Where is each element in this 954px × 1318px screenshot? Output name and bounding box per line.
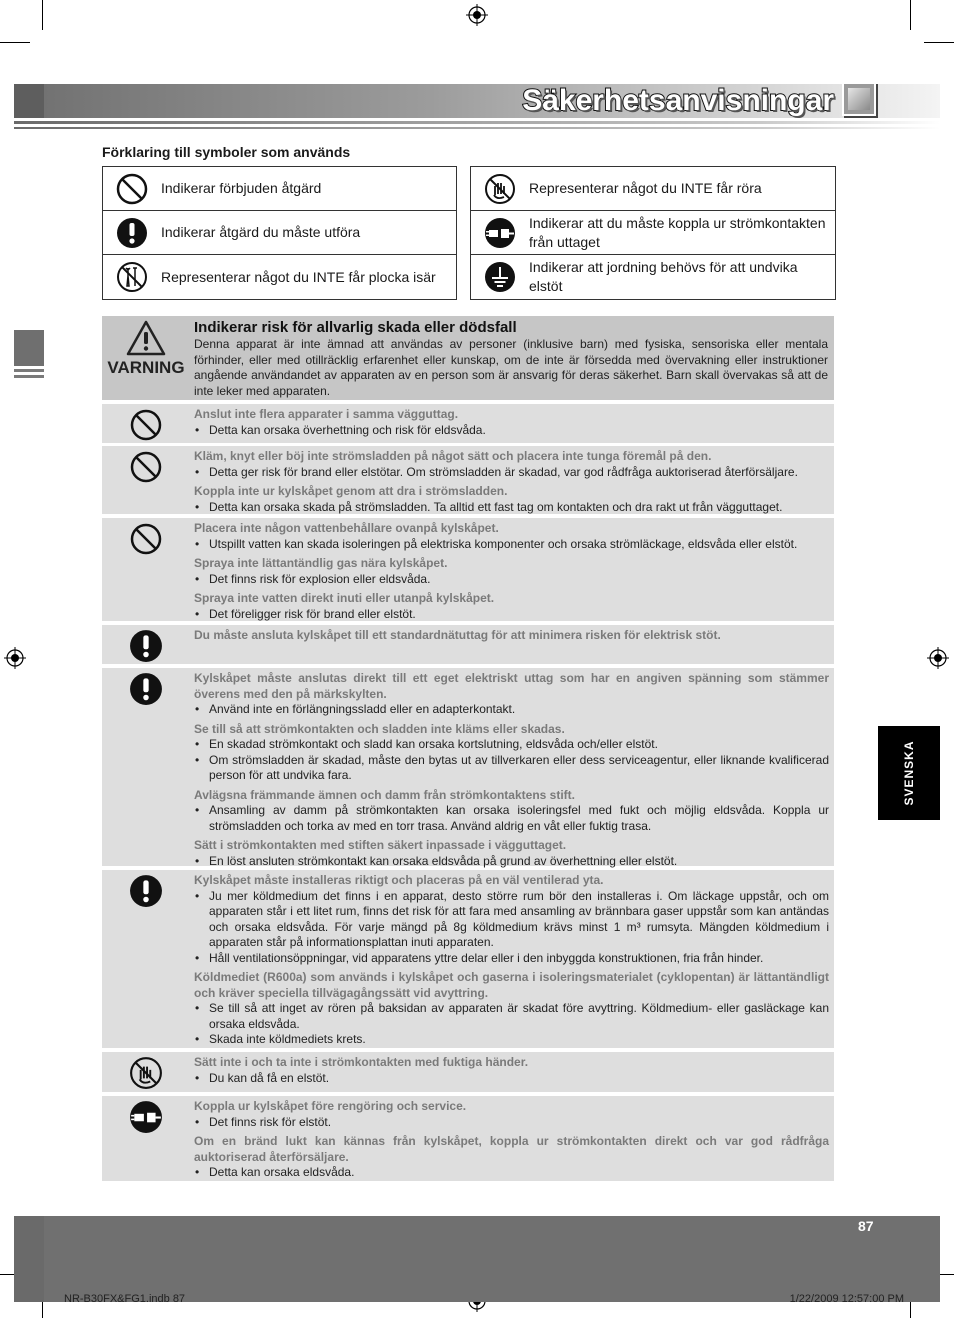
- unplug-icon: [129, 1100, 163, 1134]
- instruction-bullet: • Använd inte en förlängningssladd eller en adapterkontakt.: [194, 702, 829, 718]
- legend-text: Indikerar åtgärd du måste utföra: [161, 224, 361, 240]
- instruction-bullet: • Skada inte köldmediets krets.: [194, 1032, 829, 1048]
- instruction-bullet: • Utspillt vatten kan skada isoleringen på elektriska komponenter och orsaka strömläckage, eldsvåda eller elstöt.: [194, 537, 829, 553]
- legend-heading: Förklaring till symboler som används: [102, 144, 351, 160]
- instruction-heading: Köldmediet (R600a) som används i kylskåpet och gaserna i isoleringsmaterialet (cyklopentan) är lättantändligt och kräver speciella tillvägagångssätt vid avyttring.: [194, 970, 829, 1000]
- instruction-heading: Anslut inte flera apparater i samma vägguttag.: [194, 407, 459, 421]
- row-icon: [102, 629, 190, 663]
- instruction-bullet: • Detta kan orsaka skada på strömsladden. Ta alltid ett fast tag om kontakten och dra rakt ut från vägguttaget.: [194, 500, 829, 516]
- instruction-heading: Kylskåpet måste anslutas direkt till ett eget elektriskt uttag som har en angiven spänning som stämmer överens med den på märkskylten.: [194, 671, 829, 701]
- warning-title: Indikerar risk för allvarlig skada eller dödsfall: [194, 319, 517, 336]
- legend-text: Representerar något du INTE får plocka isär: [161, 268, 436, 285]
- unplug-icon: [484, 217, 516, 249]
- warning-row: [102, 518, 834, 621]
- instruction-bullet: • Håll ventilationsöppningar, vid apparatens yttre delar eller i den inbyggda konstruktionen, fria från hinder.: [194, 951, 829, 967]
- row-icon: [102, 874, 190, 908]
- row-icon: [102, 451, 190, 483]
- instruction-bullet: • Du kan då få en elstöt.: [194, 1071, 829, 1087]
- row-icon: [102, 1100, 190, 1134]
- instruction-heading: Koppla inte ur kylskåpet genom att dra i strömsladden.: [194, 484, 508, 498]
- row-content: [194, 449, 829, 515]
- instruction-heading: Se till så att strömkontakten och sladden inte kläms eller skadas.: [194, 721, 565, 736]
- footer-accent: [14, 1216, 44, 1302]
- registration-mark-icon: [4, 647, 26, 669]
- instruction-bullet: • Detta kan orsaka överhettning och risk för eldsvåda.: [194, 423, 829, 439]
- instruction-heading: Kylskåpet måste installeras riktigt och placeras på en väl ventilerad yta.: [194, 873, 604, 887]
- row-icon: [102, 409, 190, 441]
- legend-item: [103, 255, 456, 299]
- instruction-heading: Spraya inte vatten direkt inuti eller utanpå kylskåpet.: [194, 591, 495, 605]
- row-content: [194, 1099, 829, 1181]
- instruction-bullet: • Ansamling av damm på strömkontakten kan orsaka isoleringsfel med fukt och möjlig eldsvåda. Koppla ur strömsladden och torka av med en torr trasa. Använd aldrig en våt eller fuktig trasa.: [194, 803, 829, 834]
- header-rule: [14, 121, 940, 124]
- header-rule: [14, 127, 940, 129]
- registration-mark-icon: [466, 4, 488, 26]
- row-content: [194, 521, 829, 622]
- ground-icon: [484, 261, 516, 293]
- no-disassembly-icon: [116, 261, 148, 293]
- legend-text: Indikerar förbjuden åtgärd: [161, 180, 322, 196]
- footer-timestamp: 1/22/2009 12:57:00 PM: [789, 1293, 904, 1305]
- instruction-bullet: • Detta ger risk för brand eller elstötar. Om strömsladden är skadad, var god rådfråga auktoriserad återförsäljare.: [194, 465, 829, 481]
- row-icon: [102, 1056, 190, 1090]
- no-touch-icon: [484, 173, 516, 205]
- instruction-bullet: • Detta kan orsaka eldsvåda.: [194, 1165, 829, 1181]
- legend-item: [103, 167, 456, 211]
- language-tab-label: SVENSKA: [902, 740, 916, 806]
- instruction-bullet: • En löst ansluten strömkontakt kan orsaka eldsvåda på grund av överhettning eller elstöt.: [194, 854, 829, 870]
- instruction-heading: Om en bränd lukt kan kännas från kylskåpet, koppla ur strömkontakten direkt och var god rådfråga auktoriserad återförsäljare.: [194, 1134, 829, 1164]
- exclamation-icon: [129, 629, 163, 663]
- instruction-bullet: • Om strömsladden är skadad, måste den bytas ut av tillverkaren eller dess serviceagentur, eller liknande kvalificerad person för att undvika fara.: [194, 753, 829, 784]
- warning-row: [102, 1096, 834, 1181]
- instruction-heading: Sätt i strömkontakten med stiften säkert inpassade i vägguttaget.: [194, 838, 567, 852]
- exclamation-icon: [129, 672, 163, 706]
- legend-text: Indikerar att jordning behövs för att undvika elstöt: [529, 259, 798, 294]
- exclamation-icon: [116, 217, 148, 249]
- legend-item: [471, 167, 835, 211]
- prohibition-icon: [130, 451, 162, 483]
- exclamation-icon: [129, 874, 163, 908]
- row-icon: [102, 523, 190, 555]
- legend-item: [471, 211, 835, 255]
- warning-header: [102, 316, 834, 400]
- registration-mark-icon: [927, 647, 949, 669]
- header-accent: [14, 84, 44, 118]
- instruction-heading: Sätt inte i och ta inte i strömkontakten med fuktiga händer.: [194, 1055, 529, 1069]
- side-rule: [14, 369, 44, 372]
- legend-text: Representerar något du INTE får röra: [529, 180, 762, 196]
- row-content: [194, 628, 829, 644]
- warning-label: VARNING: [107, 358, 185, 377]
- instruction-bullet: • Det finns risk för explosion eller eldsvåda.: [194, 572, 829, 588]
- legend-table-right: [470, 166, 836, 300]
- instruction-heading: Du måste ansluta kylskåpet till ett standardnätuttag för att minimera risken för elektrisk stöt.: [194, 628, 721, 642]
- instruction-heading: Koppla ur kylskåpet före rengöring och service.: [194, 1099, 467, 1113]
- row-content: [194, 873, 829, 1048]
- warning-row: [102, 668, 834, 866]
- row-icon: [102, 672, 190, 706]
- prohibition-icon: [116, 173, 148, 205]
- instruction-heading: Kläm, knyt eller böj inte strömsladden på något sätt och placera inte tunga föremål på den.: [194, 449, 712, 463]
- title-square-icon: [842, 82, 876, 116]
- warning-row: [102, 404, 834, 443]
- row-content: [194, 671, 829, 869]
- legend-item: [471, 255, 835, 299]
- prohibition-icon: [130, 523, 162, 555]
- side-accent: [14, 330, 44, 366]
- language-tab: [878, 726, 940, 820]
- instruction-bullet: • Se till så att inget av rören på baksidan av apparaten är skadat före avyttring. Köldmedium- eller gasläckage kan orsaka eldsvåda.: [194, 1001, 829, 1032]
- legend-table-left: [102, 166, 457, 300]
- instruction-bullet: • Det föreligger risk för brand eller elstöt.: [194, 607, 829, 623]
- no-touch-icon: [129, 1056, 163, 1090]
- legend-text: Indikerar att du måste koppla ur strömkontakten från uttaget: [529, 214, 826, 250]
- warning-row: [102, 870, 834, 1048]
- page-title: Säkerhetsanvisningar: [522, 84, 834, 117]
- warning-row: [102, 446, 834, 514]
- warning-row: [102, 625, 834, 664]
- warning-triangle-icon: [126, 320, 166, 356]
- instruction-bullet: • Ju mer köldmedium det finns i en apparat, desto större rum bör den installeras i. Om läckage uppstår, och om apparaten står i ett litet rum, finns det risk för att fara med ansamling av brännbara gaser uppstår som kan antändas och orsaka eldsvåda. För varje mängd på 8g köldmedium krävs minst 1 m³ rumsyta. Mängden köldmedium i apparaten står på informationsplattan inuti apparaten.: [194, 889, 829, 951]
- footer-file: NR-B30FX&FG1.indb 87: [64, 1293, 186, 1305]
- instruction-heading: Placera inte någon vattenbehållare ovanpå kylskåpet.: [194, 521, 499, 535]
- footer-band: [14, 1216, 940, 1302]
- page-number: 87: [858, 1218, 874, 1234]
- warning-text: Denna apparat är inte ämnad att användas av personer (inklusive barn) med fysiska, sensoriska eller mentala förhinder, eller med otillräcklig erfarenhet eller kunskap, om de inte är försedda med övervakning eller instruktioner angående användandet av apparaten av en person som är ansvarig för deras säkerhet. Barn skall övervakas så att de inte leker med apparaten.: [194, 337, 828, 398]
- instruction-heading: Avlägsna främmande ämnen och damm från strömkontaktens stift.: [194, 787, 575, 802]
- row-content: [194, 1055, 829, 1086]
- legend-item: [103, 211, 456, 255]
- instruction-heading: Spraya inte lättantändlig gas nära kylskåpet.: [194, 556, 448, 570]
- row-content: [194, 407, 829, 438]
- side-rule: [14, 375, 44, 378]
- prohibition-icon: [130, 409, 162, 441]
- warning-row: [102, 1052, 834, 1092]
- instruction-bullet: • En skadad strömkontakt och sladd kan orsaka kortslutning, eldsvåda och/eller elstöt.: [194, 737, 829, 753]
- instruction-bullet: • Det finns risk för elstöt.: [194, 1115, 829, 1131]
